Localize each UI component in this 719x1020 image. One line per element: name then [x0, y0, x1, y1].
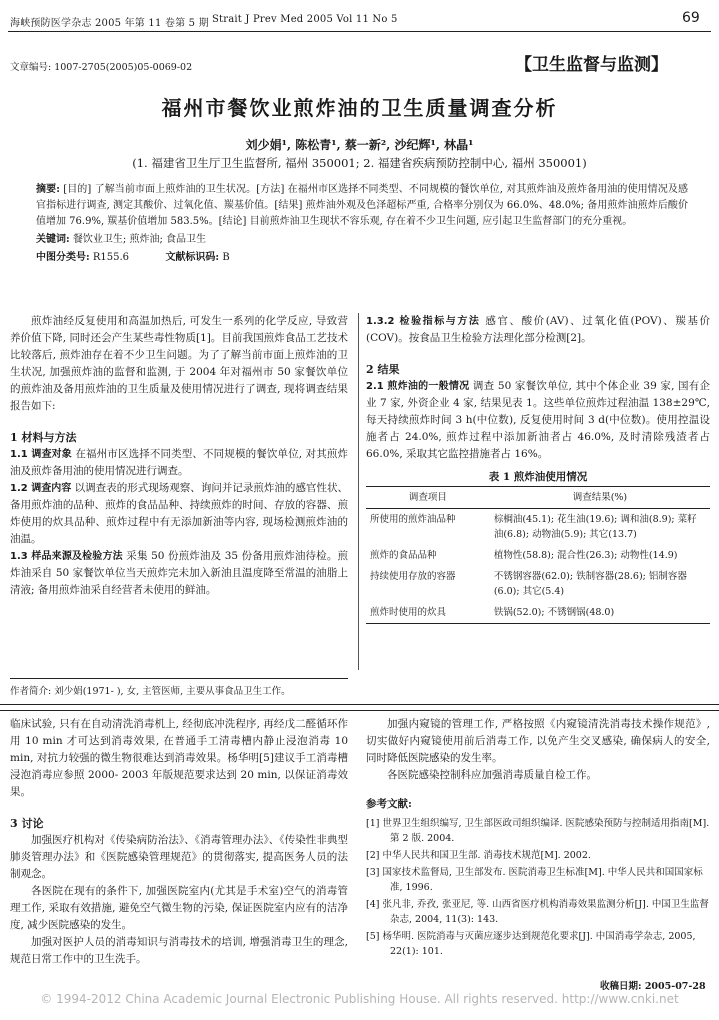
- table-cell-item: 煎炸的食品品种: [370, 550, 437, 561]
- continuation-paragraph: 临床试验, 只有在自动清洗消毒机上, 经彻底冲洗程序, 再经戊二醛循环作用 10 min 才可达到消毒效果, 在普通手工清毒槽内静止浸泡消毒 10 min, 对抗力较强的微生物很难达到消毒效果。杨华明[5]建议手工消毒槽浸泡消毒应参照 2000- 2003 年版规范要求达到 20 min, 以保证消毒效果。: [10, 718, 348, 798]
- received-date: 收稿日期: 2005-07-28: [600, 981, 706, 992]
- table-cell-result: 不锈钢容器(62.0); 铁制容器(28.6); 铝制容器(6.0); 其它(5.4): [493, 571, 687, 597]
- section-1-3-2: [366, 313, 710, 347]
- table-row: [366, 602, 710, 624]
- table-header-item: 调查项目: [366, 487, 490, 509]
- table-cell-item: 煎炸时使用的炊具: [366, 602, 490, 624]
- table-header-row: [366, 487, 710, 509]
- section-2-heading: 2 结果: [366, 363, 400, 376]
- author-list: 刘少娟¹, 陈松青¹, 蔡一新², 沙纪辉¹, 林晶¹: [245, 138, 474, 152]
- reference-item: [5] 杨华明. 医院消毒与灭菌应逐步达到规范化要求[J]. 中国消毒学杂志, 2005, 22(1): 101.: [366, 931, 696, 957]
- table-cell-item: 所使用的煎炸油品种: [370, 514, 456, 525]
- clc-value: R155.6: [92, 252, 130, 263]
- table-header-result: 调查结果(%): [490, 487, 710, 509]
- author-footnote: 作者简介: 刘少娟(1971- ), 女, 主管医师, 主要从事食品卫生工作。: [10, 686, 291, 697]
- abstract-text: [目的] 了解当前市面上煎炸油的卫生状况。[方法] 在福州市区选择不同类型、不同规模的餐饮单位, 对其煎炸油及煎炸备用油的使用情况及感官指标进行调查, 测定其酸价、过氧化值、羰基价值。[结果] 煎炸油外观及色泽超标严重, 合格率分别仅为 66.0%、48.0%; 备用煎炸油煎炸后酸价值增加 76.9%, 羰基价值增加 583.5%。[结论] 目前煎炸油卫生现状不容乐观, 存在着不少卫生问题, 应引起卫生监督部门的充分重视。: [36, 184, 688, 227]
- section-1-3-2-text: 感官、酸价(AV)、过氧化值(POV)、羰基价(COV)。按食品卫生检验方法理化部分检测[2]。: [366, 315, 710, 344]
- table-cell-item: 持续使用存放的容器: [370, 571, 456, 582]
- reference-item: [3] 国家技术监督局, 卫生部发布. 医院消毒卫生标准[M]. 中华人民共和国国家标准, 1996.: [366, 867, 703, 893]
- section-2-1: [366, 378, 710, 463]
- abstract: [36, 182, 688, 230]
- left-column: [10, 313, 348, 599]
- page-number: 69: [682, 10, 700, 26]
- section-1-1-heading: 1.1 调查对象: [10, 449, 72, 460]
- clc-label: 中图分类号:: [36, 252, 90, 263]
- references-heading: 参考文献:: [366, 798, 412, 810]
- abstract-label: 摘要:: [36, 184, 60, 195]
- table-1-title: 表 1 煎炸油使用情况: [488, 471, 588, 483]
- section-1-2: [10, 480, 348, 548]
- discussion-paragraph-1: 加强医疗机构对《传染病防治法》、《消毒管理办法》、《传染性非典型肺炎管理办法》和《医院感染管理规范》的贯彻落实, 提高医务人员的法制观念。: [10, 834, 348, 880]
- section-2-1-text: 调查 50 家餐饮单位, 其中个体企业 39 家, 国有企业 7 家, 外资企业 4 家, 结果见表 1。这些单位煎炸过程油温 138±29℃, 每天持续煎炸时间 3 h(中位数), 反复使用时间 3 d(中位数)。使用控温设施者占 24.0%, 煎炸过程中添加新油者占 46.0%, 及时清除残渣者占 66.0%, 采取其它监控措施者占 16%。: [366, 380, 710, 460]
- keywords: [36, 232, 688, 248]
- discussion-paragraph-2: 各医院在现有的条件下, 加强医院室内(尤其是手术室)空气的消毒管理工作, 采取有效措施, 避免空气微生物的污染, 保证医院室内应有的洁净度, 减少医院感染的发生。: [10, 885, 348, 931]
- footnote-rule: [10, 678, 348, 679]
- running-header-left: 海峡预防医学杂志 2005 年第 11 卷第 5 期: [10, 18, 209, 29]
- section-1-2-text: 以调查表的形式现场观察、询问并记录煎炸油的感官性状、备用煎炸油的品种、煎炸的食品品种、持续煎炸的时间、存放的容器、煎炸使用的炊具品种、煎炸过程中有无添加新油等内容, 现场检测煎炸油的油温。: [10, 482, 349, 545]
- affiliation-list: (1. 福建省卫生厅卫生监督所, 福州 350001; 2. 福建省疾病预防控制中心, 福州 350001): [132, 156, 587, 170]
- table-cell-result: 铁锅(52.0); 不锈钢锅(48.0): [490, 602, 710, 624]
- section-1-1: [10, 446, 348, 480]
- reference-list: [366, 816, 710, 959]
- article-number: 文章编号: 1007-2705(2005)05-0069-02: [10, 62, 193, 73]
- table-cell-result: 棕榈油(45.1); 花生油(19.6); 调和油(8.9); 菜籽油(6.8); 动物油(5.9); 其它(13.7): [493, 514, 697, 540]
- table-cell-result: 植物性(58.8); 混合性(26.3); 动物性(14.9): [493, 550, 678, 561]
- section-1-1-text: 在福州市区选择不同类型、不同规模的餐饮单位, 对其煎炸油及煎炸备用油的使用情况进行调查。: [10, 448, 348, 477]
- abstract-block: [36, 182, 688, 266]
- discussion-paragraph-5: 各医院感染控制科应加强消毒质量自检工作。: [387, 769, 597, 781]
- section-1-heading: 1 材料与方法: [10, 431, 77, 444]
- header-rule: [8, 31, 711, 32]
- bottom-right-column: [366, 716, 710, 961]
- keywords-text: 餐饮业卫生; 煎炸油; 食品卫生: [72, 234, 206, 245]
- running-header-center: Strait J Prev Med 2005 Vol 11 No 5: [212, 14, 398, 25]
- article-title: 福州市餐饮业煎炸油的卫生质量调查分析: [161, 96, 558, 120]
- classification-line: [36, 250, 688, 266]
- section-1-2-heading: 1.2 调查内容: [10, 483, 72, 494]
- section-3-heading: 3 讨论: [10, 817, 44, 830]
- section-2-1-heading: 2.1 煎炸油的一般情况: [366, 381, 470, 392]
- section-1-3-2-heading: 1.3.2 检验指标与方法: [366, 316, 481, 327]
- doc-code-value: B: [222, 252, 230, 263]
- column-tag: 【卫生监督与监测】: [515, 55, 668, 75]
- reference-item: [1] 世界卫生组织编写, 卫生部医政司组织编译. 医院感染预防与控制适用指南[M]. 第 2 版. 2004.: [366, 818, 710, 844]
- reference-item: [4] 张凡非, 乔孜, 张亚尼, 等. 山西省医疗机构消毒效果监测分析[J]. 中国卫生监督杂志, 2004, 11(3): 143.: [366, 899, 709, 925]
- table-1: [366, 486, 710, 624]
- discussion-paragraph-3: 加强对医护人员的消毒知识与消毒技术的培训, 增强消毒卫生的理念, 规范日常工作中的卫生洗手。: [10, 936, 348, 965]
- doc-code-label: 文献标识码:: [165, 252, 220, 263]
- intro-paragraph: 煎炸油经反复使用和高温加热后, 可发生一系列的化学反应, 导致营养价值下降, 同时还会产生某些毒性物质[1]。目前我国煎炸食品工艺技术比较落后, 煎炸油存在着不少卫生问题。为了了解当前市面上煎炸油的卫生状况, 加强煎炸油的监督和监测, 于 2004 年对福州市 50 家餐饮单位的煎炸油及备用煎炸油的卫生质量及使用情况进行了调查, 现将调查结果报告如下:: [10, 315, 348, 412]
- table-row: [366, 509, 710, 546]
- bottom-left-column: [10, 716, 348, 968]
- section-1-3-heading: 1.3 样品来源及检验方法: [10, 551, 123, 562]
- table-row: [366, 545, 710, 566]
- keywords-label: 关键词:: [36, 234, 70, 245]
- reference-item: [2] 中华人民共和国卫生部. 消毒技术规范[M]. 2002.: [366, 850, 591, 861]
- section-1-3: [10, 548, 348, 599]
- section-1-3-text: 采集 50 份煎炸油及 35 份备用煎炸油待检。煎炸油采自 50 家餐饮单位当天煎炸完未加入新油且温度降至常温的油脂上清液; 备用煎炸油采自经营者未使用的鲜油。: [10, 550, 348, 596]
- cnki-watermark: © 1994-2012 China Academic Journal Electronic Publishing House. All rights reserved. http://www.cnki.net: [40, 992, 679, 1006]
- article-separator: [0, 704, 719, 711]
- discussion-paragraph-4: 加强内窥镜的管理工作, 严格按照《内窥镜清洗消毒技术操作规范》, 切实做好内窥镜使用前后消毒工作, 以免产生交叉感染, 确保病人的安全, 同时降低医院感染的发生率。: [366, 718, 710, 764]
- table-row: [366, 566, 710, 602]
- right-column: [366, 313, 710, 624]
- column-divider: [358, 313, 359, 670]
